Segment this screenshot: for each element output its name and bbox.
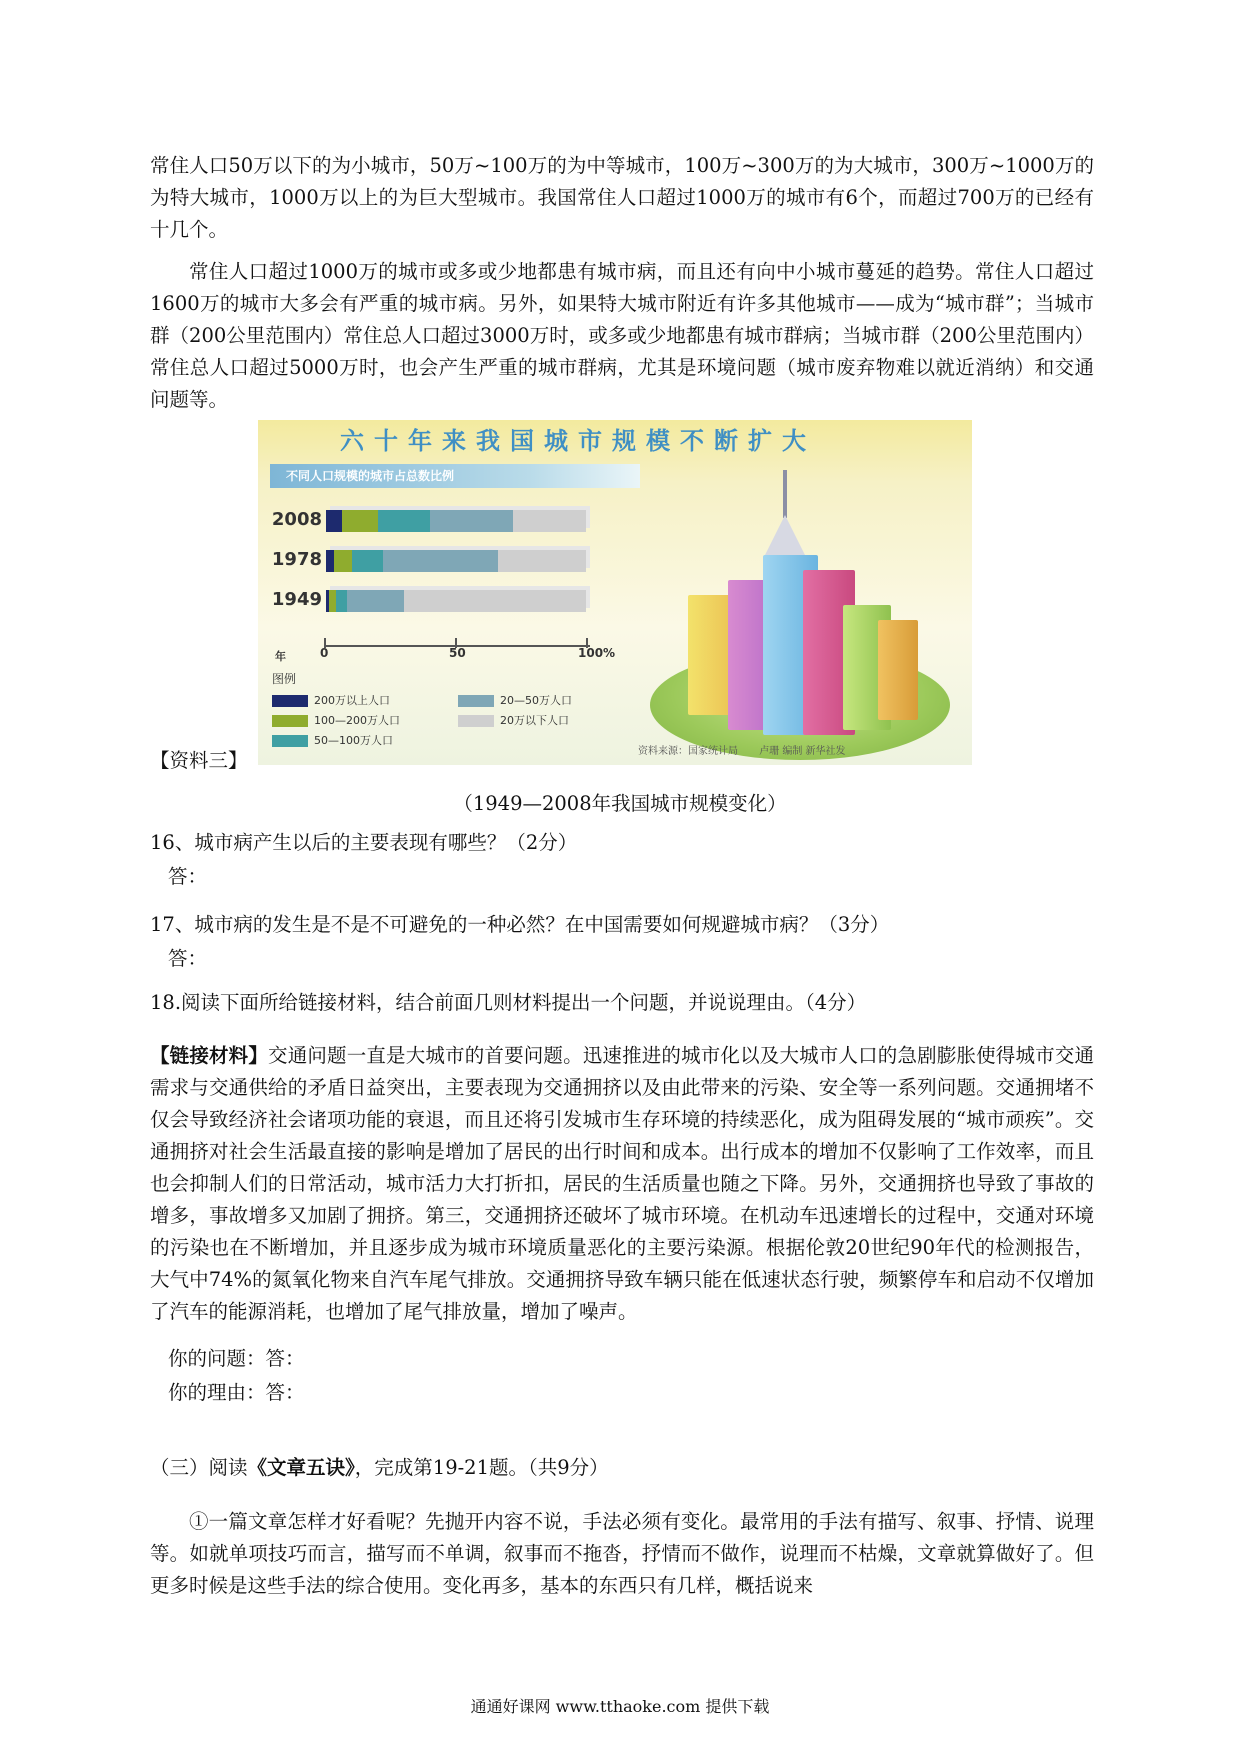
- bar-segment-1978-2: [352, 550, 383, 572]
- legend-label-3: 20—50万人口: [500, 694, 572, 707]
- legend-title: 图例: [272, 672, 297, 686]
- legend-swatch-3: [458, 695, 494, 707]
- bar-segment-1978-0: [326, 550, 334, 572]
- city-scale-infographic: [258, 420, 972, 765]
- x-tick-label-0: 0: [320, 646, 329, 660]
- question-17: 17、城市病的发生是不是不可避免的一种必然？在中国需要如何规避城市病？（3分）: [150, 913, 890, 936]
- question-16: 16、城市病产生以后的主要表现有哪些？（2分）: [150, 831, 578, 854]
- legend-swatch-2: [272, 735, 308, 747]
- bar-segment-2008-0: [326, 510, 342, 532]
- legend-label-1: 100—200万人口: [314, 714, 400, 727]
- bar-segment-2008-1: [342, 510, 378, 532]
- bar-segment-1978-4: [498, 550, 586, 572]
- bar-segment-1949-3: [347, 590, 404, 612]
- bar-track-1978: [326, 550, 586, 572]
- bar-segment-1949-2: [336, 590, 346, 612]
- page-footer: 通通好课网 www.tthaoke.com 提供下载: [470, 1697, 770, 1716]
- figure-caption: （1949—2008年我国城市规模变化）: [453, 792, 787, 815]
- link-material-paragraph: [150, 1040, 1094, 1328]
- tower-spire: [783, 470, 787, 518]
- year-label-2008: 2008: [271, 509, 322, 530]
- year-label-1949: 1949: [271, 589, 322, 610]
- legend-label-4: 20万以下人口: [500, 714, 569, 727]
- bar-track-2008: [326, 510, 586, 532]
- material-label: 【资料三】: [150, 749, 248, 772]
- question-18: 18.阅读下面所给链接材料，结合前面几则材料提出一个问题，并说说理由。（4分）: [150, 991, 867, 1014]
- figure-source: 资料来源：国家统计局 卢珊 编制 新华社发: [638, 746, 846, 757]
- answer-17: 答：: [168, 947, 208, 970]
- article-title: 《文章五诀》: [247, 1456, 355, 1479]
- legend-swatch-4: [458, 715, 494, 727]
- legend-item-4: [458, 712, 628, 726]
- answer-16: 答：: [168, 865, 208, 888]
- year-label-1978: 1978: [271, 549, 322, 570]
- legend-swatch-0: [272, 695, 308, 707]
- legend-item-0: [272, 692, 442, 706]
- bar-segment-1949-4: [404, 590, 586, 612]
- legend-item-2: [272, 732, 442, 746]
- x-tick-label-2: 100%: [578, 646, 616, 660]
- your-reason: 你的理由：答：: [168, 1381, 305, 1404]
- paragraph-article-1: ①一篇文章怎样才好看呢？先抛开内容不说，手法必须有变化。最常用的手法有描写、叙事、抒情、说理等。如就单项技巧而言，描写而不单调，叙事而不拖沓，抒情而不做作，说理而不枯燥，文章就算做好了。但更多时候是这些手法的综合使用。变化再多，基本的东西只有几样，概括说来: [150, 1510, 1094, 1597]
- bar-track-1949: [326, 590, 586, 612]
- legend-item-3: [458, 692, 628, 706]
- link-material-text: 交通问题一直是大城市的首要问题。迅速推进的城市化以及大城市人口的急剧膨胀使得城市交通需求与交通供给的矛盾日益突出，主要表现为交通拥挤以及由此带来的污染、安全等一系列问题。交通拥堵不仅会导致经济社会诸项功能的衰退，而且还将引发城市生存环境的持续恶化，成为阻碍发展的“城市顽疾”。交通拥挤对社会生活最直接的影响是增加了居民的出行时间和成本。出行成本的增加不仅影响了工作效率，而且也会抑制人们的日常活动，城市活力大打折扣，居民的生活质量也随之下降。另外，交通拥挤也导致了事故的增多，事故增多又加剧了拥挤。第三，交通拥挤还破坏了城市环境。在机动车迅速增长的过程中，交通对环境的污染也在不断增加，并且逐步成为城市环境质量恶化的主要污染源。根据伦敦20世纪90年代的检测报告，大气中74%的氮氧化物来自汽车尾气排放。交通拥挤导致车辆只能在低速状态行驶，频繁停车和启动不仅增加了汽车的能源消耗，也增加了尾气排放量，增加了噪声。: [150, 1044, 1094, 1323]
- legend-item-1: [272, 712, 442, 726]
- bar-segment-1949-1: [329, 590, 337, 612]
- your-question: 你的问题：答：: [168, 1347, 305, 1370]
- section-3-heading: （三）阅读《文章五诀》，完成第19-21题。（共9分）: [150, 1456, 609, 1479]
- bar-segment-1978-1: [334, 550, 352, 572]
- bar-segment-2008-2: [378, 510, 430, 532]
- figure-title: 六十年来我国城市规模不断扩大: [340, 427, 816, 455]
- paragraph-city-size-definition: 常住人口50万以下的为小城市，50万~100万的为中等城市，100万~300万的为大城市，300万~1000万的为特大城市，1000万以上的为巨大型城市。我国常住人口超过1000万的城市有6个，而超过700万的已经有十几个。: [150, 154, 1094, 241]
- bar-segment-1978-3: [383, 550, 497, 572]
- link-material-label: 【链接材料】: [150, 1044, 269, 1067]
- figure-subtitle: 不同人口规模的城市占总数比例: [270, 464, 640, 488]
- legend-label-0: 200万以上人口: [314, 694, 390, 707]
- legend-label-2: 50—100万人口: [314, 734, 393, 747]
- bar-segment-2008-3: [430, 510, 513, 532]
- x-tick-label-1: 50: [449, 646, 466, 660]
- building-orange: [878, 620, 918, 720]
- legend-swatch-1: [272, 715, 308, 727]
- paragraph-city-disease: 常住人口超过1000万的城市或多或少地都患有城市病，而且还有向中小城市蔓延的趋势。常住人口超过1600万的城市大多会有严重的城市病。另外，如果特大城市附近有许多其他城市——成为“城市群”；当城市群（200公里范围内）常住总人口超过3000万时，或多或少地都患有城市群病；当城市群（200公里范围内）常住总人口超过5000万时，也会产生严重的城市群病，尤其是环境问题（城市废弃物难以就近消纳）和交通问题等。: [150, 260, 1094, 411]
- year-axis-label: 年: [275, 650, 286, 663]
- bar-segment-2008-4: [513, 510, 586, 532]
- tower-top: [765, 515, 805, 555]
